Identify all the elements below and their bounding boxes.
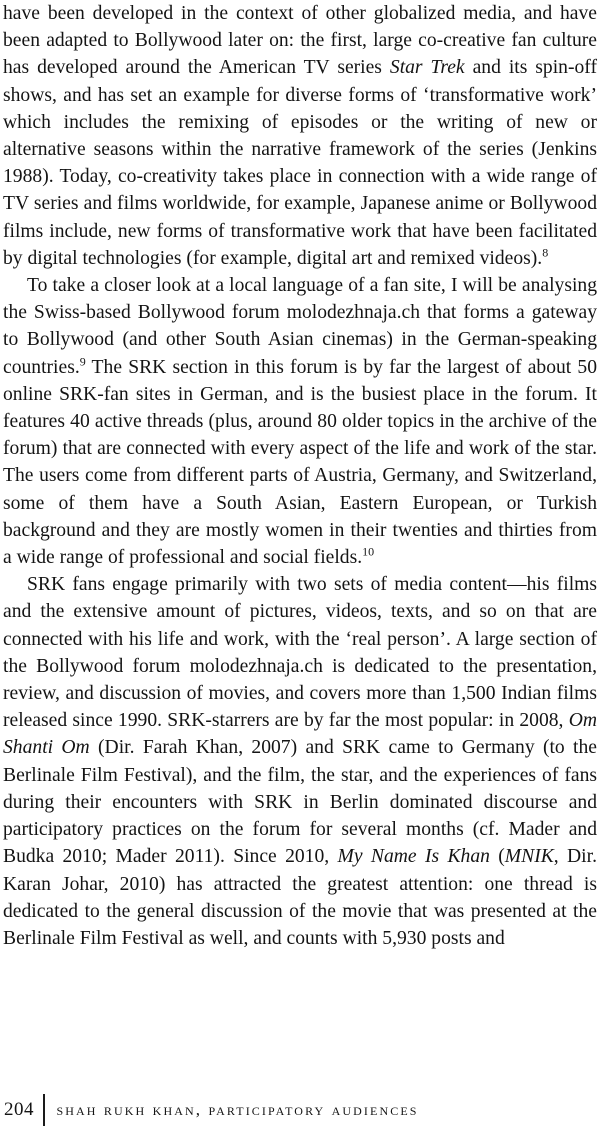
page-number: 204: [4, 1099, 34, 1120]
text-segment: To take a closer look at a local language of a fan site, I will be analysing the Swiss-based Bollywood forum molodezhnaja.ch that forms a gateway to Bollywood (and other South Asian cinemas) in the German-speaking countries.: [3, 275, 597, 378]
paragraph-1: [3, 0, 597, 272]
text-segment: have been developed in the context of other globalized media, and have been adapted to Bollywood later on: the first, large co-creative fan culture has developed around the American TV series: [3, 3, 597, 79]
page-footer: [4, 1092, 419, 1128]
footer-divider: [43, 1094, 45, 1126]
body-text: [3, 0, 597, 952]
running-head: shah rukh khan, participatory audiences: [56, 1100, 419, 1119]
italic-title-star-trek: Star Trek: [389, 57, 465, 79]
text-segment: (: [489, 846, 505, 868]
text-segment: SRK fans engage primarily with two sets of media content—his films and the extensive amount of pictures, videos, texts, and so on that are connected with his life and work, with the ‘real person’. A large section of the Bollywood forum molodezhnaja.ch is dedicated to the presentation, review, and discussion of movies, and covers more than 1,500 Indian films released since 1990. SRK-starrers are by far the most popular: in 2008,: [3, 574, 597, 732]
italic-abbrev-mnik: MNIK: [504, 846, 554, 868]
italic-title-my-name-is-khan: My Name Is Khan: [337, 846, 490, 868]
paragraph-3: [3, 571, 597, 952]
italic-title-om-shanti-om: Om Shanti Om: [3, 710, 597, 759]
text-segment: (Dir. Farah Khan, 2007) and SRK came to Germany (to the Berlinale Film Festival), and the film, the star, and the experiences of fans during their encounters with SRK in Berlin dominated discourse and participatory practices on the forum for several months (cf. Mader and Budka 2010; Mader 2011). Since 2010,: [3, 737, 597, 868]
text-segment: and its spin-off shows, and has set an example for diverse forms of ‘transformative work’ which includes the remixing of episodes or the writing of new or alternative seasons within the narrative framework of the series (Jenkins 1988). Today, co-creativity takes place in connection with a wide range of TV series and films worldwide, for example, Japanese anime or Bollywood films include, new forms of transformative work that have been facilitated by digital technologies (for example, digital art and remixed videos).: [3, 57, 597, 269]
footnote-marker[interactable]: 8: [542, 245, 549, 260]
text-segment: The SRK section in this forum is by far the largest of about 50 online SRK-fan sites in German, and is the busiest place in the forum. It features 40 active threads (plus, around 80 older topics in the archive of the forum) that are connected with every aspect of the life and work of the star. The users come from different parts of Austria, Germany, and Switzerland, some of them have a South Asian, Eastern European, or Turkish background and they are mostly women in their twenties and thirties from a wide range of professional and social fields.: [3, 356, 597, 569]
text-segment: , Dir. Karan Johar, 2010) has attracted the greatest attention: one thread is dedicated to the general discussion of the movie that was presented at the Berlinale Film Festival as well, and counts with 5,930 posts and: [3, 846, 597, 949]
paragraph-2: [3, 272, 597, 571]
footnote-marker[interactable]: 9: [79, 354, 86, 369]
footnote-marker[interactable]: 10: [362, 544, 375, 559]
